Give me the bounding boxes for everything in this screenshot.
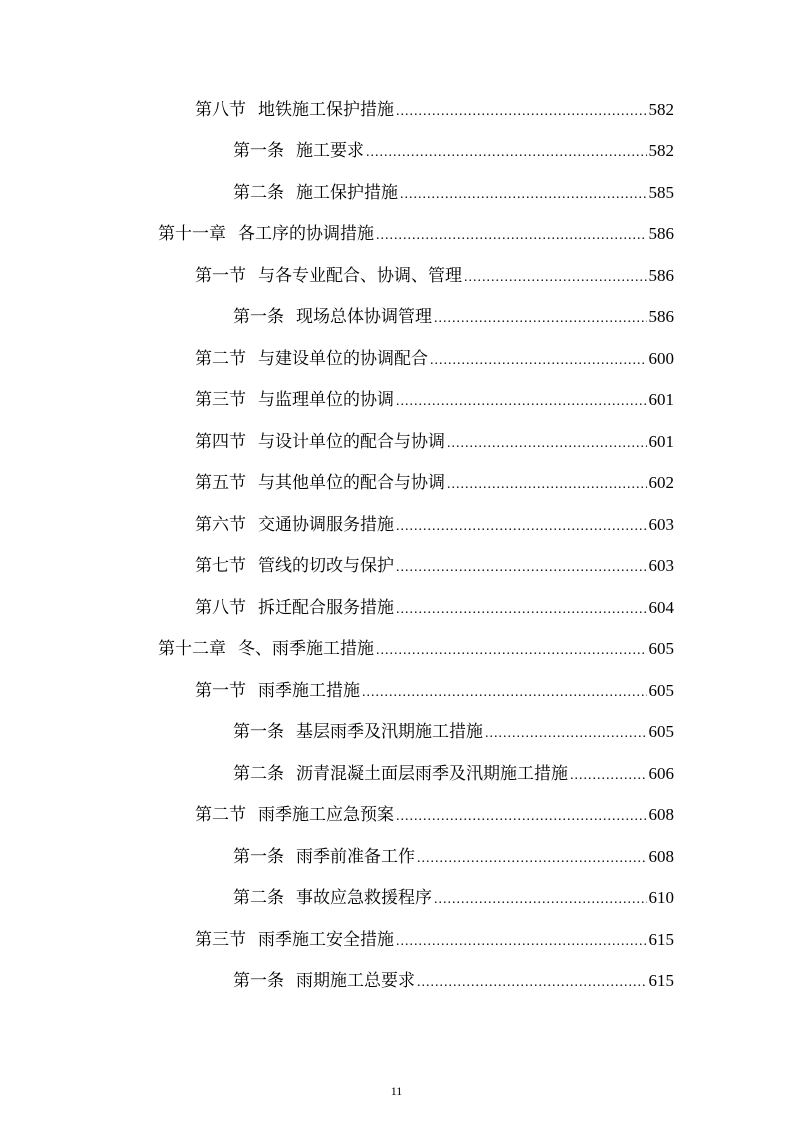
toc-entry-page: 603 bbox=[648, 514, 674, 534]
toc-dot-leader bbox=[396, 392, 647, 412]
toc-entry-title: 雨季前准备工作 bbox=[296, 846, 415, 867]
toc-entry-page: 605 bbox=[648, 639, 674, 659]
toc-dot-leader bbox=[366, 143, 647, 163]
toc-entry-title: 与设计单位的配合与协调 bbox=[258, 431, 445, 452]
toc-entry-number: 第一节 bbox=[195, 680, 246, 701]
toc-dot-leader bbox=[396, 807, 647, 827]
toc-entry-title: 雨季施工措施 bbox=[258, 680, 360, 701]
toc-entry-page: 605 bbox=[648, 722, 674, 742]
toc-dot-leader bbox=[396, 102, 647, 122]
toc-entry[interactable] bbox=[0, 670, 793, 712]
toc-entry-number: 第一条 bbox=[233, 307, 284, 328]
toc-entry-page: 586 bbox=[648, 224, 674, 244]
toc-dot-leader bbox=[447, 475, 647, 495]
toc-entry-title: 与建设单位的协调配合 bbox=[258, 348, 428, 369]
toc-entry-page: 615 bbox=[648, 971, 674, 991]
toc-entry-number: 第八节 bbox=[195, 99, 246, 120]
toc-entry-page: 582 bbox=[648, 99, 674, 119]
toc-dot-leader bbox=[447, 434, 647, 454]
toc-dot-leader bbox=[434, 309, 647, 329]
toc-entry[interactable] bbox=[0, 836, 793, 878]
toc-dot-leader bbox=[396, 932, 647, 952]
toc-entry-page: 606 bbox=[648, 763, 674, 783]
toc-entry-number: 第八节 bbox=[195, 597, 246, 618]
toc-entry-number: 第十二章 bbox=[158, 639, 226, 660]
toc-dot-leader bbox=[464, 268, 647, 288]
toc-dot-leader bbox=[570, 766, 647, 786]
toc-entry-page: 585 bbox=[648, 182, 674, 202]
toc-entry-title: 雨季施工安全措施 bbox=[258, 929, 394, 950]
toc-entry-title: 与其他单位的配合与协调 bbox=[258, 473, 445, 494]
toc-entry-number: 第五节 bbox=[195, 473, 246, 494]
toc-dot-leader bbox=[430, 351, 647, 371]
table-of-contents bbox=[0, 89, 793, 1002]
toc-dot-leader bbox=[434, 890, 647, 910]
toc-entry-title: 雨季施工应急预案 bbox=[258, 805, 394, 826]
toc-entry-title: 施工保护措施 bbox=[296, 182, 398, 203]
toc-entry-number: 第二节 bbox=[195, 805, 246, 826]
toc-entry-title: 沥青混凝土面层雨季及汛期施工措施 bbox=[296, 763, 568, 784]
toc-entry-number: 第六节 bbox=[195, 514, 246, 535]
toc-entry-number: 第三节 bbox=[195, 929, 246, 950]
toc-entry[interactable] bbox=[0, 380, 793, 422]
toc-entry[interactable] bbox=[0, 546, 793, 588]
toc-entry-number: 第一节 bbox=[195, 265, 246, 286]
toc-entry-title: 与监理单位的协调 bbox=[258, 390, 394, 411]
toc-entry[interactable] bbox=[0, 712, 793, 754]
toc-entry-title: 拆迁配合服务措施 bbox=[258, 597, 394, 618]
toc-entry-title: 事故应急救援程序 bbox=[296, 888, 432, 909]
toc-dot-leader bbox=[376, 641, 647, 661]
toc-entry-title: 施工要求 bbox=[296, 141, 364, 162]
page-number: 11 bbox=[390, 1084, 403, 1098]
toc-entry[interactable] bbox=[0, 89, 793, 131]
toc-entry[interactable] bbox=[0, 504, 793, 546]
toc-entry-page: 601 bbox=[648, 390, 674, 410]
toc-dot-leader bbox=[485, 724, 647, 744]
toc-entry-page: 615 bbox=[648, 929, 674, 949]
toc-dot-leader bbox=[417, 973, 647, 993]
toc-entry-title: 雨期施工总要求 bbox=[296, 971, 415, 992]
toc-entry[interactable] bbox=[0, 795, 793, 837]
toc-entry[interactable] bbox=[0, 297, 793, 339]
toc-entry-page: 586 bbox=[648, 307, 674, 327]
toc-dot-leader bbox=[396, 517, 647, 537]
toc-entry[interactable] bbox=[0, 919, 793, 961]
toc-entry-number: 第二条 bbox=[233, 888, 284, 909]
toc-entry[interactable] bbox=[0, 131, 793, 173]
toc-dot-leader bbox=[400, 185, 647, 205]
toc-dot-leader bbox=[396, 558, 647, 578]
toc-entry-number: 第一条 bbox=[233, 722, 284, 743]
toc-entry[interactable] bbox=[0, 629, 793, 671]
toc-entry-title: 交通协调服务措施 bbox=[258, 514, 394, 535]
toc-entry-page: 604 bbox=[648, 597, 674, 617]
toc-dot-leader bbox=[376, 226, 647, 246]
toc-entry[interactable] bbox=[0, 338, 793, 380]
toc-dot-leader bbox=[417, 849, 647, 869]
toc-entry[interactable] bbox=[0, 172, 793, 214]
toc-entry[interactable] bbox=[0, 463, 793, 505]
toc-entry-number: 第一条 bbox=[233, 141, 284, 162]
toc-entry-number: 第二条 bbox=[233, 182, 284, 203]
toc-entry[interactable] bbox=[0, 753, 793, 795]
toc-entry[interactable] bbox=[0, 255, 793, 297]
toc-entry-title: 管线的切改与保护 bbox=[258, 556, 394, 577]
toc-entry-title: 冬、雨季施工措施 bbox=[238, 639, 374, 660]
toc-entry[interactable] bbox=[0, 961, 793, 1003]
toc-entry-title: 地铁施工保护措施 bbox=[258, 99, 394, 120]
toc-entry-page: 608 bbox=[648, 805, 674, 825]
toc-entry-page: 600 bbox=[648, 348, 674, 368]
toc-entry-number: 第七节 bbox=[195, 556, 246, 577]
toc-entry-page: 602 bbox=[648, 473, 674, 493]
toc-entry-page: 601 bbox=[648, 431, 674, 451]
toc-entry-title: 与各专业配合、协调、管理 bbox=[258, 265, 462, 286]
toc-entry-page: 582 bbox=[648, 141, 674, 161]
toc-entry-page: 603 bbox=[648, 556, 674, 576]
toc-entry[interactable] bbox=[0, 421, 793, 463]
toc-entry-number: 第三节 bbox=[195, 390, 246, 411]
toc-entry-page: 608 bbox=[648, 846, 674, 866]
toc-entry-number: 第一条 bbox=[233, 846, 284, 867]
toc-entry-title: 现场总体协调管理 bbox=[296, 307, 432, 328]
toc-entry-page: 605 bbox=[648, 680, 674, 700]
toc-entry-number: 第二条 bbox=[233, 763, 284, 784]
toc-entry[interactable] bbox=[0, 587, 793, 629]
toc-entry-number: 第二节 bbox=[195, 348, 246, 369]
toc-entry[interactable] bbox=[0, 878, 793, 920]
toc-entry[interactable] bbox=[0, 214, 793, 256]
toc-entry-number: 第十一章 bbox=[158, 224, 226, 245]
toc-entry-number: 第四节 bbox=[195, 431, 246, 452]
toc-entry-title: 各工序的协调措施 bbox=[238, 224, 374, 245]
toc-dot-leader bbox=[396, 600, 647, 620]
toc-dot-leader bbox=[362, 683, 647, 703]
toc-entry-title: 基层雨季及汛期施工措施 bbox=[296, 722, 483, 743]
toc-entry-number: 第一条 bbox=[233, 971, 284, 992]
toc-entry-page: 586 bbox=[648, 265, 674, 285]
toc-entry-page: 610 bbox=[648, 888, 674, 908]
